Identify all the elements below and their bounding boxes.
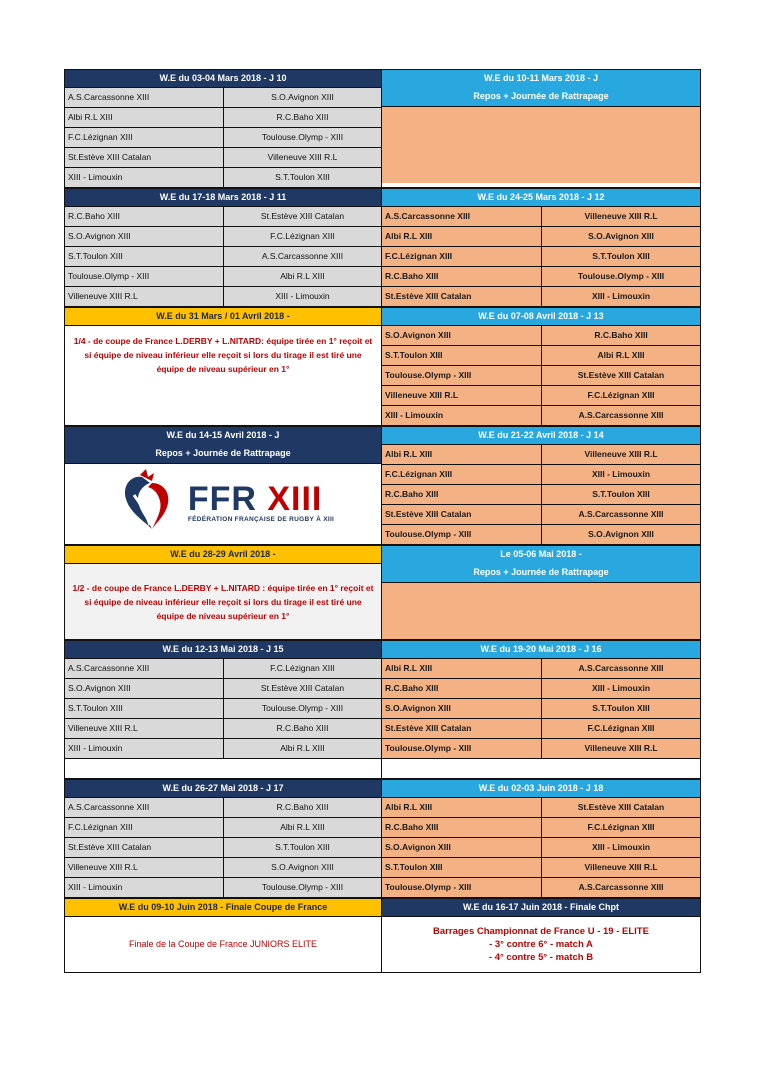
week-header: W.E du 07-08 Avril 2018 - J 13 [382, 308, 700, 325]
away-team: Albi R.L XIII [223, 267, 381, 286]
match-row [65, 286, 381, 306]
match-row [382, 325, 700, 345]
match-row [382, 698, 700, 718]
match-row [65, 698, 381, 718]
home-team: Toulouse.Olymp - XIII [382, 739, 541, 758]
week-subheader: Repos + Journée de Rattrapage [65, 444, 381, 463]
away-team: St.Estève XIII Catalan [223, 207, 381, 226]
match-row [65, 226, 381, 246]
home-team: A.S.Carcassonne XIII [65, 798, 223, 817]
away-team: A.S.Carcassonne XIII [541, 659, 700, 678]
cup-note: 1/4 - de coupe de France L.DERBY + L.NITARD: équipe tirée en 1° reçoit et si équipe de niveau inférieur elle reçoit si lors du tirage il est tiré une équipe de niveau supérieur en 1° [65, 325, 381, 383]
match-row [382, 678, 700, 698]
match-row [65, 87, 381, 107]
away-team: A.S.Carcassonne XIII [541, 406, 700, 425]
rooster-icon [112, 469, 182, 535]
match-row [382, 738, 700, 758]
away-team: R.C.Baho XIII [541, 326, 700, 345]
match-list [382, 658, 700, 758]
away-team: Albi R.L XIII [223, 818, 381, 837]
away-team: XIII - Limouxin [541, 287, 700, 306]
away-team: S.O.Avignon XIII [223, 858, 381, 877]
match-row [382, 246, 700, 266]
away-team: Toulouse.Olymp - XIII [541, 267, 700, 286]
match-row [382, 524, 700, 544]
home-team: F.C.Lézignan XIII [65, 818, 223, 837]
week-coupe-quart [64, 307, 382, 426]
week-rest-avril [64, 426, 382, 545]
block-5 [64, 545, 701, 640]
match-list [382, 206, 700, 306]
match-row [382, 286, 700, 306]
home-team: St.Estève XIII Catalan [382, 719, 541, 738]
week-header: W.E du 17-18 Mars 2018 - J 11 [65, 189, 381, 206]
home-team: R.C.Baho XIII [382, 818, 541, 837]
home-team: Toulouse.Olymp - XIII [382, 366, 541, 385]
home-team: Albi R.L XIII [382, 659, 541, 678]
match-row [382, 206, 700, 226]
home-team: Albi R.L XIII [382, 227, 541, 246]
away-team: S.T.Toulon XIII [223, 168, 381, 187]
block-3 [64, 307, 701, 426]
away-team: A.S.Carcassonne XIII [541, 505, 700, 524]
home-team: F.C.Lézignan XIII [382, 465, 541, 484]
match-row [65, 167, 381, 187]
away-team: S.O.Avignon XIII [541, 227, 700, 246]
away-team: Albi R.L XIII [541, 346, 700, 365]
week-j17 [64, 779, 382, 898]
home-team: XIII - Limouxin [382, 406, 541, 425]
home-team: A.S.Carcassonne XIII [382, 207, 541, 226]
match-row [382, 718, 700, 738]
final-line-1: Barrages Championnat de France U - 19 - ELITE [433, 926, 649, 937]
week-coupe-demi [64, 545, 382, 640]
match-row [382, 857, 700, 877]
match-row [382, 226, 700, 246]
away-team: R.C.Baho XIII [223, 108, 381, 127]
away-team: XIII - Limouxin [223, 287, 381, 306]
away-team: Villeneuve XIII R.L [541, 739, 700, 758]
home-team: Villeneuve XIII R.L [65, 287, 223, 306]
match-list [65, 797, 381, 897]
logo-title [187, 479, 334, 518]
blank-row [65, 758, 381, 778]
logo-xiii: XIII [267, 479, 323, 518]
match-row [65, 817, 381, 837]
away-team: F.C.Lézignan XIII [541, 386, 700, 405]
home-team: St.Estève XIII Catalan [65, 148, 223, 167]
away-team: S.T.Toulon XIII [223, 838, 381, 857]
home-team: A.S.Carcassonne XIII [65, 88, 223, 107]
week-finale-coupe [64, 898, 382, 973]
block-6 [64, 640, 701, 779]
cup-note: 1/2 - de coupe de France L.DERBY + L.NITARD : équipe tirée en 1° reçoit et si équipe de niveau inférieur elle reçoit si lors du tirage il est tiré une équipe de niveau supérieur en 1° [65, 563, 381, 639]
home-team: XIII - Limouxin [65, 878, 223, 897]
away-team: S.T.Toulon XIII [541, 699, 700, 718]
week-header: W.E du 14-15 Avril 2018 - J [65, 427, 381, 444]
blank-row [382, 758, 700, 778]
match-row [65, 206, 381, 226]
away-team: A.S.Carcassonne XIII [223, 247, 381, 266]
block-8 [64, 898, 701, 973]
match-list [65, 87, 381, 187]
week-header: W.E du 28-29 Avril 2018 - [65, 546, 381, 563]
final-note [65, 916, 381, 972]
home-team: St.Estève XIII Catalan [382, 505, 541, 524]
home-team: S.T.Toulon XIII [382, 346, 541, 365]
home-team: Toulouse.Olymp - XIII [382, 878, 541, 897]
week-header: W.E du 12-13 Mai 2018 - J 15 [65, 641, 381, 658]
match-row [382, 484, 700, 504]
away-team: S.T.Toulon XIII [541, 247, 700, 266]
match-row [65, 718, 381, 738]
match-list [382, 797, 700, 897]
match-row [65, 738, 381, 758]
home-team: F.C.Lézignan XIII [382, 247, 541, 266]
week-rest-mars [382, 69, 701, 188]
match-row [65, 678, 381, 698]
away-team: F.C.Lézignan XIII [223, 227, 381, 246]
match-row [382, 464, 700, 484]
home-team: S.O.Avignon XIII [382, 326, 541, 345]
match-row [65, 658, 381, 678]
block-2 [64, 188, 701, 307]
home-team: S.O.Avignon XIII [65, 679, 223, 698]
away-team: F.C.Lézignan XIII [223, 659, 381, 678]
week-j14 [382, 426, 701, 545]
match-row [382, 444, 700, 464]
home-team: St.Estève XIII Catalan [65, 838, 223, 857]
home-team: A.S.Carcassonne XIII [65, 659, 223, 678]
away-team: F.C.Lézignan XIII [541, 719, 700, 738]
away-team: St.Estève XIII Catalan [541, 798, 700, 817]
week-j11 [64, 188, 382, 307]
home-team: Villeneuve XIII R.L [65, 858, 223, 877]
away-team: St.Estève XIII Catalan [541, 366, 700, 385]
match-row [382, 817, 700, 837]
home-team: Toulouse.Olymp - XIII [382, 525, 541, 544]
home-team: S.O.Avignon XIII [65, 227, 223, 246]
empty-slot [382, 582, 700, 639]
week-header: W.E du 21-22 Avril 2018 - J 14 [382, 427, 700, 444]
ffr-logo [65, 463, 381, 540]
week-header: W.E du 24-25 Mars 2018 - J 12 [382, 189, 700, 206]
match-row [65, 797, 381, 817]
home-team: Albi R.L XIII [382, 798, 541, 817]
logo-ffr: FFR [187, 479, 257, 518]
home-team: St.Estève XIII Catalan [382, 287, 541, 306]
week-header: W.E du 03-04 Mars 2018 - J 10 [65, 70, 381, 87]
match-row [382, 504, 700, 524]
block-1 [64, 69, 701, 188]
match-row [65, 107, 381, 127]
schedule-sheet [64, 69, 701, 973]
week-finale-chpt [382, 898, 701, 973]
match-row [65, 147, 381, 167]
match-row [382, 266, 700, 286]
blank-area [65, 383, 381, 421]
home-team: F.C.Lézignan XIII [65, 128, 223, 147]
empty-slot [382, 106, 700, 183]
week-header: Le 05-06 Mai 2018 - [382, 546, 700, 563]
home-team: Villeneuve XIII R.L [382, 386, 541, 405]
home-team: R.C.Baho XIII [382, 267, 541, 286]
home-team: R.C.Baho XIII [382, 679, 541, 698]
week-j10 [64, 69, 382, 188]
block-4 [64, 426, 701, 545]
home-team: R.C.Baho XIII [65, 207, 223, 226]
final-note [382, 916, 700, 972]
home-team: Albi R.L XIII [65, 108, 223, 127]
week-j13 [382, 307, 701, 426]
away-team: Villeneuve XIII R.L [541, 858, 700, 877]
final-text: Finale de la Coupe de France JUNIORS ELITE [128, 939, 318, 949]
match-row [65, 266, 381, 286]
match-row [382, 365, 700, 385]
final-line-3: - 4° contre 5° - match B [488, 952, 594, 963]
away-team: S.O.Avignon XIII [541, 525, 700, 544]
match-row [65, 246, 381, 266]
away-team: S.O.Avignon XIII [223, 88, 381, 107]
away-team: S.T.Toulon XIII [541, 485, 700, 504]
away-team: XIII - Limouxin [541, 465, 700, 484]
away-team: Albi R.L XIII [223, 739, 381, 758]
home-team: S.T.Toulon XIII [65, 699, 223, 718]
match-row [382, 837, 700, 857]
away-team: Villeneuve XIII R.L [541, 207, 700, 226]
home-team: S.T.Toulon XIII [65, 247, 223, 266]
week-j12 [382, 188, 701, 307]
match-row [65, 127, 381, 147]
match-row [65, 877, 381, 897]
week-header: W.E du 09-10 Juin 2018 - Finale Coupe de France [65, 899, 381, 916]
block-7 [64, 779, 701, 898]
match-list [382, 325, 700, 425]
match-list [382, 444, 700, 544]
week-header: W.E du 31 Mars / 01 Avril 2018 - [65, 308, 381, 325]
week-header: W.E du 10-11 Mars 2018 - J [382, 70, 700, 87]
home-team: R.C.Baho XIII [382, 485, 541, 504]
away-team: Toulouse.Olymp - XIII [223, 699, 381, 718]
match-row [382, 877, 700, 897]
home-team: S.O.Avignon XIII [382, 838, 541, 857]
match-row [65, 857, 381, 877]
away-team: R.C.Baho XIII [223, 798, 381, 817]
home-team: Toulouse.Olymp - XIII [65, 267, 223, 286]
final-line-2: - 3° contre 6° - match A [489, 939, 593, 950]
week-rest-mai [382, 545, 701, 640]
match-row [382, 385, 700, 405]
home-team: XIII - Limouxin [65, 739, 223, 758]
week-header: W.E du 26-27 Mai 2018 - J 17 [65, 780, 381, 797]
match-row [382, 345, 700, 365]
match-row [382, 797, 700, 817]
week-j16 [382, 640, 701, 779]
match-row [382, 405, 700, 425]
home-team: Villeneuve XIII R.L [65, 719, 223, 738]
match-list [65, 658, 381, 758]
week-header: W.E du 16-17 Juin 2018 - Finale Chpt [382, 899, 700, 916]
week-j18 [382, 779, 701, 898]
away-team: Villeneuve XIII R.L [541, 445, 700, 464]
week-header: W.E du 02-03 Juin 2018 - J 18 [382, 780, 700, 797]
week-subheader: Repos + Journée de Rattrapage [382, 563, 700, 582]
match-list [65, 206, 381, 306]
week-header: W.E du 19-20 Mai 2018 - J 16 [382, 641, 700, 658]
home-team: S.T.Toulon XIII [382, 858, 541, 877]
logo-tagline: FÉDÉRATION FRANÇAISE DE RUGBY À XIII [187, 515, 335, 523]
match-row [382, 658, 700, 678]
home-team: Albi R.L XIII [382, 445, 541, 464]
away-team: St.Estève XIII Catalan [223, 679, 381, 698]
logo-wordmark [187, 479, 335, 523]
away-team: Villeneuve XIII R.L [223, 148, 381, 167]
week-j15 [64, 640, 382, 779]
away-team: F.C.Lézignan XIII [541, 818, 700, 837]
away-team: R.C.Baho XIII [223, 719, 381, 738]
match-row [65, 837, 381, 857]
away-team: A.S.Carcassonne XIII [541, 878, 700, 897]
week-subheader: Repos + Journée de Rattrapage [382, 87, 700, 106]
away-team: XIII - Limouxin [541, 838, 700, 857]
home-team: S.O.Avignon XIII [382, 699, 541, 718]
home-team: XIII - Limouxin [65, 168, 223, 187]
away-team: XIII - Limouxin [541, 679, 700, 698]
away-team: Toulouse.Olymp - XIII [223, 878, 381, 897]
away-team: Toulouse.Olymp - XIII [223, 128, 381, 147]
